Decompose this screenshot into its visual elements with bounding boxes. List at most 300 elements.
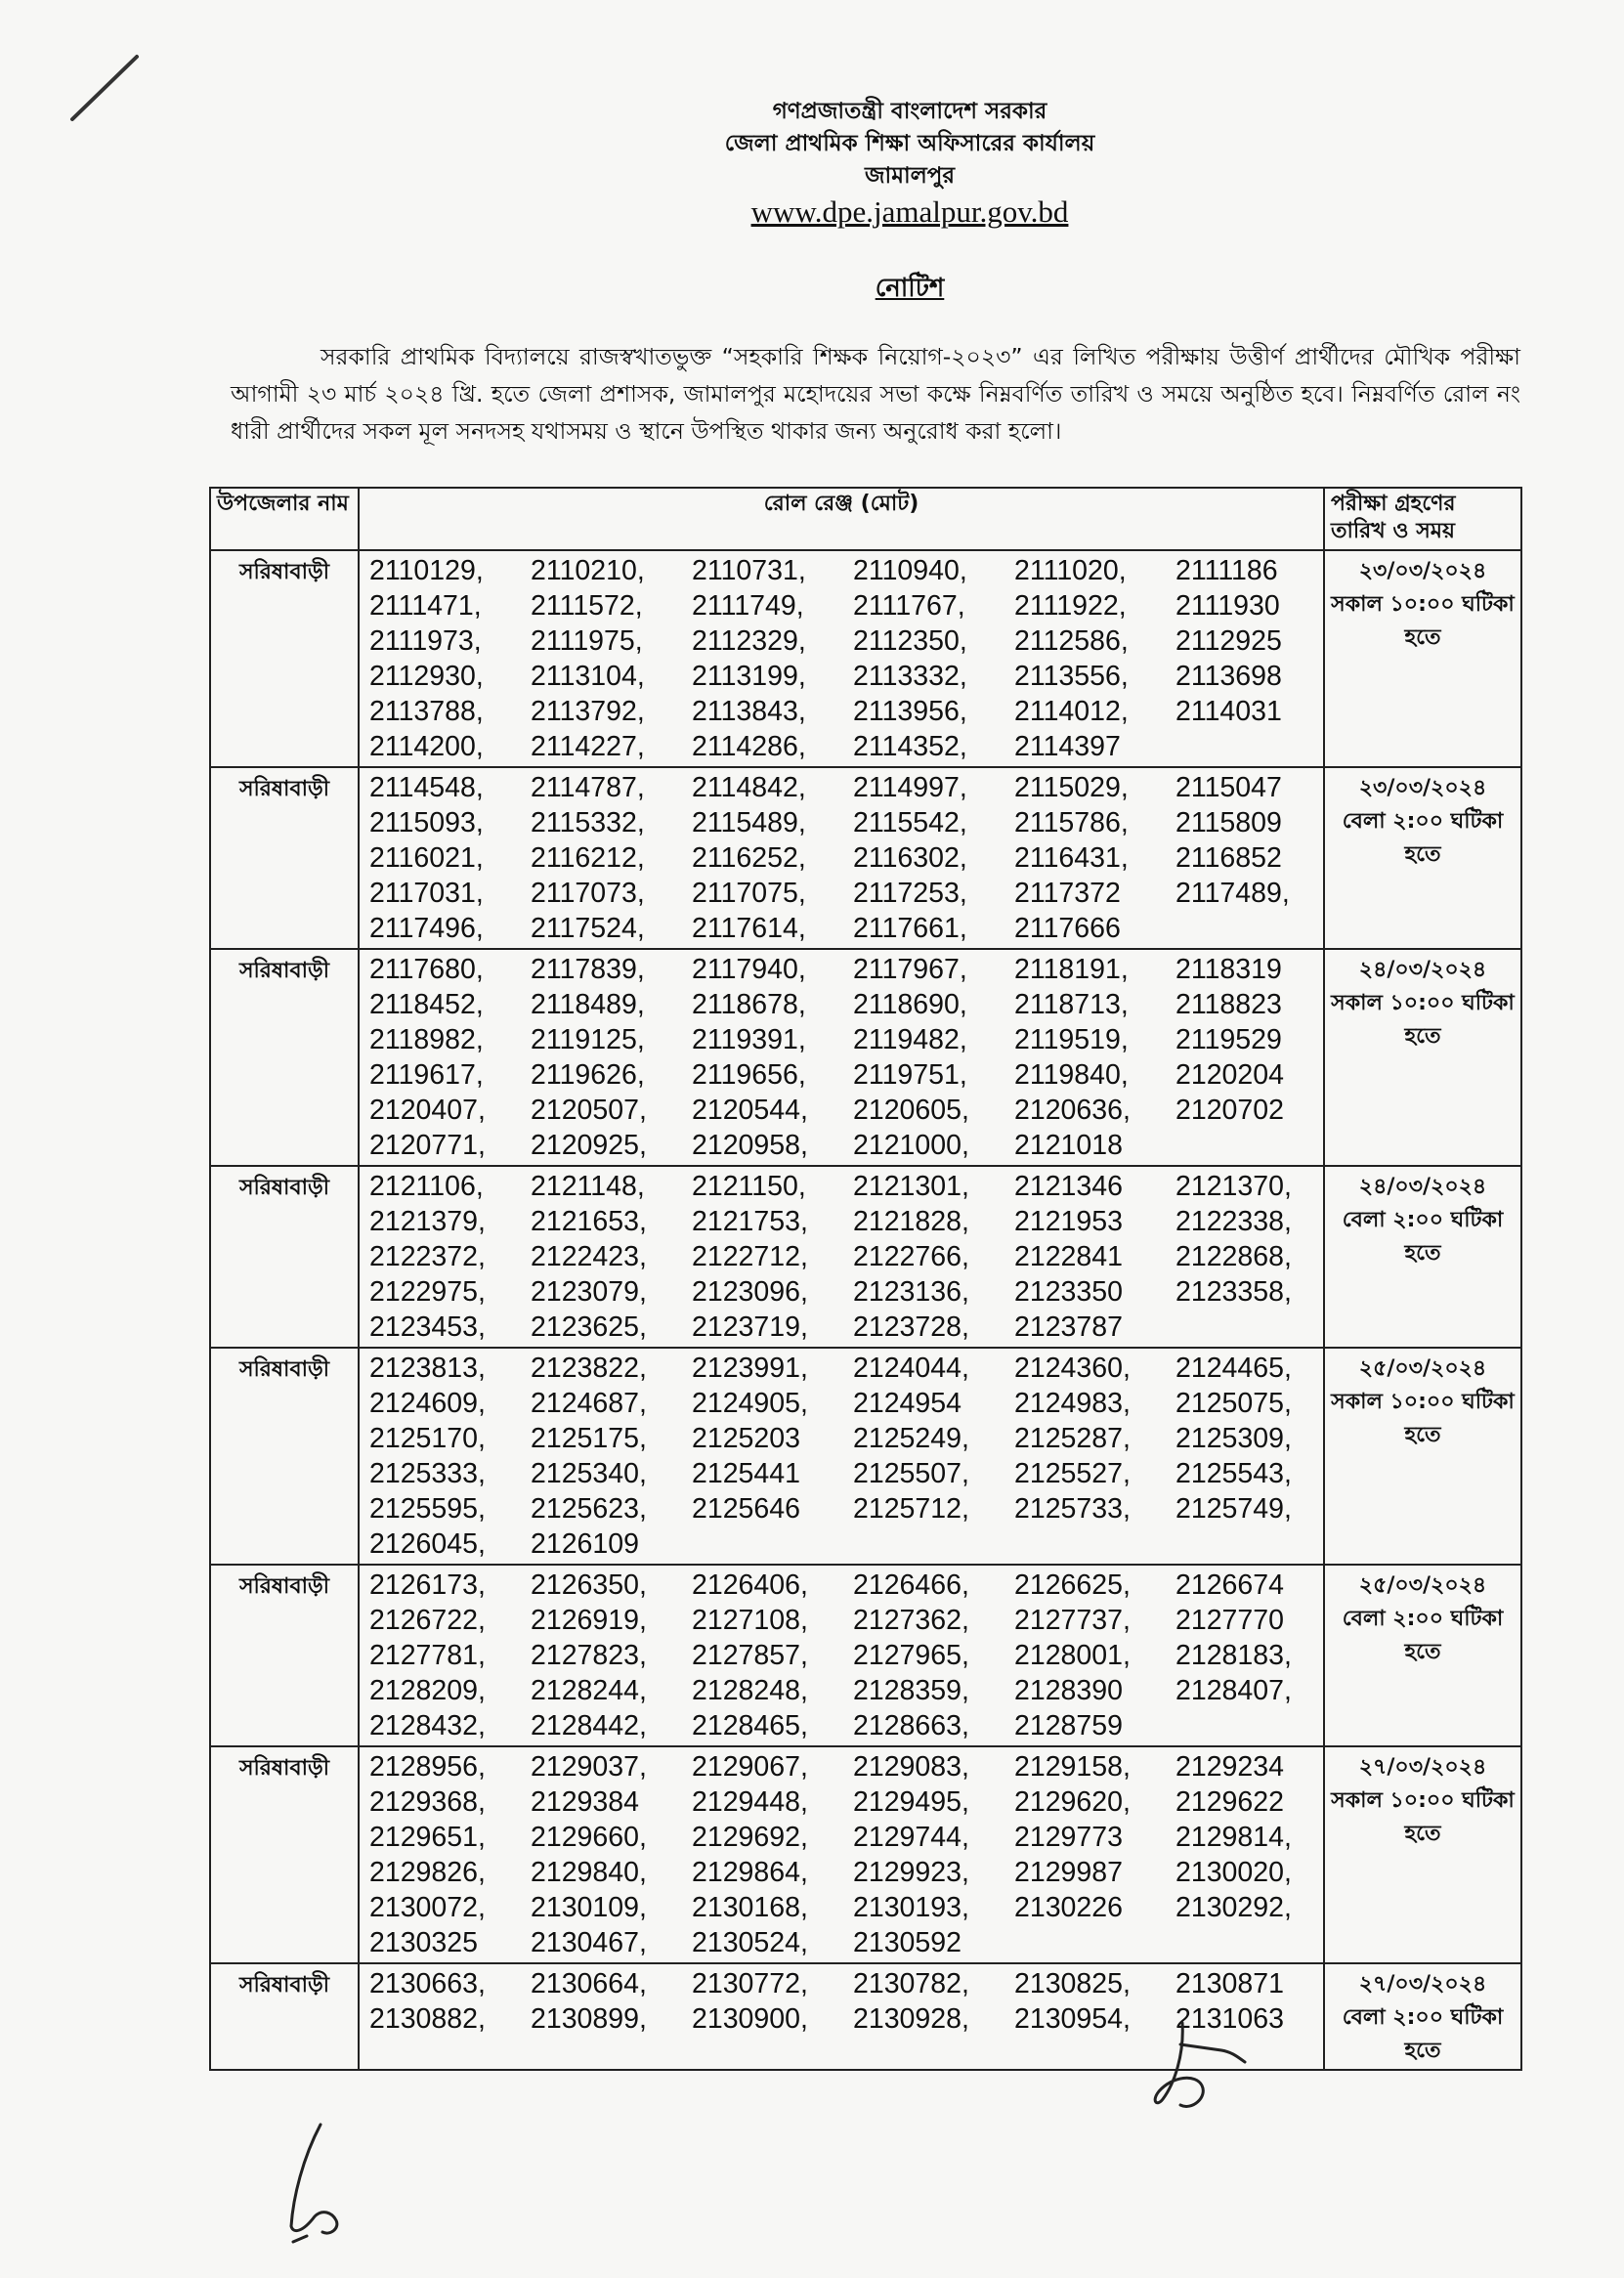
roll-number: 2117666 [1014, 913, 1121, 944]
roll-number: 2125749, [1175, 1493, 1292, 1525]
roll-number: 2113956, [853, 696, 967, 727]
roll-number: 2113788, [369, 696, 484, 727]
roll-number: 2123625, [531, 1311, 647, 1343]
roll-number: 2121018 [1014, 1130, 1123, 1161]
roll-number: 2112586, [1014, 625, 1129, 657]
roll-number: 2121301, [853, 1171, 969, 1202]
table-row [210, 1166, 1521, 1348]
roll-number: 2115786, [1014, 807, 1129, 838]
roll-number: 2130664, [531, 1968, 647, 1999]
roll-number: 2122372, [369, 1241, 486, 1272]
roll-number: 2129158, [1014, 1751, 1131, 1783]
roll-number: 2117372 [1014, 878, 1121, 909]
table-row [210, 1963, 1521, 2070]
roll-number: 2129384 [531, 1786, 639, 1818]
roll-number: 2110731, [692, 555, 806, 586]
roll-number: 2124905, [692, 1388, 808, 1419]
roll-number: 2125333, [369, 1458, 486, 1489]
roll-number: 2128248, [692, 1675, 808, 1706]
roll-number: 2112930, [369, 661, 484, 692]
roll-number: 2125340, [531, 1458, 647, 1489]
exam-date: ২৭/০৩/২০২৪ [1358, 1972, 1487, 1997]
roll-number: 2110129, [369, 555, 484, 586]
upazila-cell: সরিষাবাড়ী [210, 767, 359, 949]
roll-grid [369, 1749, 1323, 1960]
roll-number: 2111572, [531, 590, 643, 622]
roll-number: 2116852 [1175, 842, 1282, 874]
roll-number: 2114842, [692, 772, 806, 803]
roll-number: 2117253, [853, 878, 967, 909]
roll-number: 2130900, [692, 2003, 808, 2035]
roll-number: 2126674 [1175, 1569, 1284, 1601]
roll-number: 2122712, [692, 1241, 808, 1272]
roll-number: 2128442, [531, 1710, 647, 1741]
office-title: জেলা প্রাথমিক শিক্ষা অফিসারের কার্যালয় [724, 131, 1095, 156]
roll-number: 2110210, [531, 555, 645, 586]
upazila-cell: সরিষাবাড়ী [210, 1746, 359, 1963]
roll-number: 2118319 [1175, 954, 1282, 985]
roll-number: 2130193, [853, 1892, 969, 1923]
roll-number: 2114352, [853, 731, 967, 762]
roll-numbers-cell [359, 1565, 1324, 1746]
roll-number: 2111930 [1175, 590, 1280, 622]
exam-time: সকাল ১০:০০ ঘটিকা হতে [1331, 592, 1515, 650]
roll-number: 2125203 [692, 1423, 800, 1454]
roll-number: 2130325 [369, 1927, 478, 1958]
roll-number: 2129744, [853, 1822, 969, 1853]
roll-number: 2124360, [1014, 1353, 1131, 1384]
roll-number: 2123813, [369, 1353, 486, 1384]
roll-number: 2118678, [692, 989, 806, 1020]
exam-time: বেলা ২:০০ ঘটিকা হতে [1342, 1607, 1504, 1664]
roll-number: 2120544, [692, 1095, 808, 1126]
table-row [210, 550, 1521, 767]
header-rolls: রোল রেঞ্জ (মোট) [359, 488, 1324, 550]
notice-body-text: সরকারি প্রাথমিক বিদ্যালয়ে রাজস্বখাতভুক্ত “সহকারি শিক্ষক নিয়োগ-২০২৩” এর লিখিত পরীক্ষায় উত্তীর্ণ প্রার্থীদের মৌখিক পরীক্ষা আগামী ২৩ মার্চ ২০২৪ খ্রি. হতে জেলা প্রশাসক, জামালপুর মহোদয়ের সভা কক্ষে নিম্নবর্ণিত তারিখ ও সময়ে অনুষ্ঠিত হবে। নিম্নবর্ণিত রোল নং ধারী প্রার্থীদের সকল মূল সনদসহ যথাসময় ও স্থানে উপস্থিত থাকার জন্য অনুরোধ করা হলো। [231, 343, 1520, 445]
roll-number: 2127737, [1014, 1605, 1131, 1636]
upazila-cell: সরিষাবাড়ী [210, 1166, 359, 1348]
roll-number: 2115332, [531, 807, 645, 838]
roll-number: 2112925 [1175, 625, 1282, 657]
roll-number: 2123453, [369, 1311, 486, 1343]
roll-number: 2118489, [531, 989, 645, 1020]
roll-number: 2130226 [1014, 1892, 1123, 1923]
officer-signature [1124, 2015, 1261, 2123]
roll-number: 2131063 [1175, 2003, 1284, 2035]
roll-number: 2126466, [853, 1569, 969, 1601]
roll-number: 2113792, [531, 696, 645, 727]
letterhead [0, 96, 1624, 232]
roll-number: 2111186 [1175, 555, 1278, 586]
roll-number: 2121653, [531, 1206, 647, 1237]
roll-number: 2130882, [369, 2003, 486, 2035]
roll-number: 2125441 [692, 1458, 800, 1489]
roll-numbers-cell [359, 949, 1324, 1166]
roll-grid [369, 1351, 1323, 1562]
roll-grid [369, 952, 1323, 1163]
roll-number: 2129067, [692, 1751, 808, 1783]
roll-number: 2129083, [853, 1751, 969, 1783]
roll-number: 2128465, [692, 1710, 808, 1741]
table-body [210, 550, 1521, 2070]
roll-number: 2128759 [1014, 1710, 1123, 1741]
roll-number: 2111975, [531, 625, 643, 657]
roll-number: 2115542, [853, 807, 967, 838]
roll-number: 2122868, [1175, 1241, 1292, 1272]
roll-number: 2111922, [1014, 590, 1127, 622]
roll-number: 2130109, [531, 1892, 647, 1923]
exam-time: বেলা ২:০০ ঘটিকা হতে [1342, 809, 1504, 867]
roll-number: 2129234 [1175, 1751, 1284, 1783]
upazila-cell: সরিষাবাড়ী [210, 1348, 359, 1565]
roll-number: 2111471, [369, 590, 482, 622]
table-row [210, 1565, 1521, 1746]
roll-number: 2121150, [692, 1171, 806, 1202]
roll-number: 2116021, [369, 842, 484, 874]
roll-number: 2128407, [1175, 1675, 1292, 1706]
roll-number: 2119391, [692, 1024, 806, 1055]
roll-number: 2117524, [531, 913, 645, 944]
roll-number: 2120958, [692, 1130, 808, 1161]
roll-number: 2129037, [531, 1751, 647, 1783]
roll-number: 2120702 [1175, 1095, 1284, 1126]
roll-number: 2114031 [1175, 696, 1282, 727]
roll-number: 2119482, [853, 1024, 967, 1055]
exam-time: বেলা ২:০০ ঘটিকা হতে [1342, 2005, 1504, 2063]
roll-number: 2111020, [1014, 555, 1127, 586]
roll-number: 2125309, [1175, 1423, 1292, 1454]
roll-number: 2128432, [369, 1710, 486, 1741]
roll-number: 2114200, [369, 731, 484, 762]
roll-number: 2130663, [369, 1968, 486, 1999]
roll-number: 2113104, [531, 661, 645, 692]
roll-number: 2125543, [1175, 1458, 1292, 1489]
table-row [210, 1348, 1521, 1565]
roll-number: 2124954 [853, 1388, 962, 1419]
roll-number: 2128390 [1014, 1675, 1123, 1706]
roll-number: 2117680, [369, 954, 484, 985]
roll-number: 2129622 [1175, 1786, 1284, 1818]
roll-number: 2114286, [692, 731, 806, 762]
roll-number: 2119125, [531, 1024, 645, 1055]
upazila-cell: সরিষাবাড়ী [210, 550, 359, 767]
table-row [210, 1746, 1521, 1963]
roll-number: 2127965, [853, 1640, 969, 1671]
roll-number: 2115029, [1014, 772, 1129, 803]
roll-number: 2119751, [853, 1059, 967, 1091]
roll-number: 2130899, [531, 2003, 647, 2035]
roll-number: 2114227, [531, 731, 645, 762]
roll-number: 2111749, [692, 590, 804, 622]
roll-number: 2125623, [531, 1493, 647, 1525]
exam-time: সকাল ১০:০০ ঘটিকা হতে [1331, 1788, 1515, 1846]
exam-date: ২৪/০৩/২০২৪ [1358, 958, 1487, 982]
roll-number: 2119656, [692, 1059, 806, 1091]
header-upazila: উপজেলার নাম [210, 488, 359, 550]
roll-number: 2129923, [853, 1857, 969, 1888]
roll-number: 2129987 [1014, 1857, 1123, 1888]
roll-number: 2124687, [531, 1388, 647, 1419]
roll-number: 2112350, [853, 625, 967, 657]
handwritten-initial [264, 2119, 371, 2246]
roll-grid [369, 553, 1323, 764]
roll-number: 2124609, [369, 1388, 486, 1419]
roll-number: 2110940, [853, 555, 967, 586]
roll-number: 2127362, [853, 1605, 969, 1636]
roll-number: 2124983, [1014, 1388, 1131, 1419]
roll-numbers-cell [359, 1746, 1324, 1963]
roll-number: 2128359, [853, 1675, 969, 1706]
roll-number: 2125733, [1014, 1493, 1131, 1525]
exam-time: বেলা ২:০০ ঘটিকা হতে [1342, 1208, 1504, 1266]
roll-number: 2125527, [1014, 1458, 1131, 1489]
roll-number: 2111973, [369, 625, 482, 657]
roll-number: 2115093, [369, 807, 484, 838]
roll-number: 2130072, [369, 1892, 486, 1923]
roll-number: 2129651, [369, 1822, 486, 1853]
roll-number: 2129826, [369, 1857, 486, 1888]
roll-number: 2120605, [853, 1095, 969, 1126]
roll-number: 2123728, [853, 1311, 969, 1343]
roll-number: 2122841 [1014, 1241, 1123, 1272]
roll-number: 2118982, [369, 1024, 484, 1055]
roll-number: 2125075, [1175, 1388, 1292, 1419]
roll-number: 2125287, [1014, 1423, 1131, 1454]
roll-number: 2118823 [1175, 989, 1282, 1020]
roll-number: 2119626, [531, 1059, 645, 1091]
roll-number: 2123991, [692, 1353, 808, 1384]
roll-number: 2117075, [692, 878, 806, 909]
roll-number: 2118452, [369, 989, 484, 1020]
roll-number: 2125507, [853, 1458, 969, 1489]
roll-number: 2117661, [853, 913, 967, 944]
roll-number: 2126045, [369, 1528, 486, 1560]
roll-number: 2122975, [369, 1276, 486, 1308]
roll-number: 2130825, [1014, 1968, 1131, 1999]
roll-number: 2113843, [692, 696, 806, 727]
roll-grid [369, 1568, 1323, 1743]
roll-number: 2120507, [531, 1095, 647, 1126]
notice-body [231, 338, 1520, 450]
roll-number: 2111767, [853, 590, 965, 622]
roll-number: 2129773 [1014, 1822, 1123, 1853]
website-link[interactable]: www.dpe.jamalpur.gov.bd [750, 194, 1069, 229]
roll-number: 2130292, [1175, 1892, 1292, 1923]
exam-date-cell [1324, 1348, 1521, 1565]
roll-number: 2114397 [1014, 731, 1121, 762]
roll-number: 2123096, [692, 1276, 808, 1308]
roll-numbers-cell [359, 767, 1324, 949]
roll-number: 2126919, [531, 1605, 647, 1636]
roll-number: 2126406, [692, 1569, 808, 1601]
roll-number: 2129692, [692, 1822, 808, 1853]
roll-number: 2122338, [1175, 1206, 1292, 1237]
table-header-row [210, 488, 1521, 550]
exam-date-cell [1324, 949, 1521, 1166]
roll-number: 2123136, [853, 1276, 969, 1308]
roll-numbers-cell [359, 1348, 1324, 1565]
roll-number: 2117496, [369, 913, 484, 944]
roll-number: 2126173, [369, 1569, 486, 1601]
roll-number: 2125712, [853, 1493, 969, 1525]
roll-number: 2121106, [369, 1171, 484, 1202]
roll-number: 2130871 [1175, 1968, 1284, 1999]
roll-number: 2122423, [531, 1241, 647, 1272]
roll-number: 2120925, [531, 1130, 647, 1161]
roll-number: 2118690, [853, 989, 967, 1020]
roll-number: 2129840, [531, 1857, 647, 1888]
roll-number: 2120771, [369, 1130, 486, 1161]
roll-schedule-table [209, 487, 1522, 2071]
exam-date-cell [1324, 1166, 1521, 1348]
roll-number: 2116252, [692, 842, 806, 874]
roll-grid [369, 770, 1323, 946]
table-row [210, 767, 1521, 949]
roll-number: 2129660, [531, 1822, 647, 1853]
roll-number: 2125249, [853, 1423, 969, 1454]
roll-number: 2117489, [1175, 878, 1290, 909]
exam-date: ২৫/০৩/২০২৪ [1358, 1356, 1487, 1381]
roll-number: 2129620, [1014, 1786, 1131, 1818]
roll-number: 2129495, [853, 1786, 969, 1818]
roll-number: 2121828, [853, 1206, 969, 1237]
roll-number: 2116431, [1014, 842, 1129, 874]
roll-number: 2115047 [1175, 772, 1282, 803]
notice-title: নোটিশ [875, 274, 945, 303]
exam-time: সকাল ১০:০০ ঘটিকা হতে [1331, 1390, 1515, 1447]
roll-number: 2123719, [692, 1311, 808, 1343]
roll-number: 2122766, [853, 1241, 969, 1272]
roll-number: 2126625, [1014, 1569, 1131, 1601]
roll-number: 2126350, [531, 1569, 647, 1601]
roll-number: 2128209, [369, 1675, 486, 1706]
roll-number: 2118191, [1014, 954, 1129, 985]
roll-number: 2124044, [853, 1353, 969, 1384]
exam-date-cell [1324, 1565, 1521, 1746]
roll-number: 2125646 [692, 1493, 800, 1525]
exam-date: ২৫/০৩/২০২৪ [1358, 1573, 1487, 1598]
roll-number: 2114997, [853, 772, 967, 803]
roll-number: 2121379, [369, 1206, 486, 1237]
roll-number: 2123822, [531, 1353, 647, 1384]
header-date: পরীক্ষা গ্রহণের তারিখ ও সময় [1324, 488, 1521, 550]
roll-number: 2130782, [853, 1968, 969, 1999]
roll-number: 2116302, [853, 842, 967, 874]
roll-number: 2114012, [1014, 696, 1129, 727]
roll-number: 2126722, [369, 1605, 486, 1636]
roll-number: 2113332, [853, 661, 967, 692]
roll-number: 2121753, [692, 1206, 808, 1237]
roll-number: 2129864, [692, 1857, 808, 1888]
roll-number: 2121370, [1175, 1171, 1292, 1202]
roll-number: 2125595, [369, 1493, 486, 1525]
roll-number: 2115489, [692, 807, 806, 838]
upazila-cell: সরিষাবাড়ী [210, 949, 359, 1166]
upazila-cell: সরিষাবাড়ী [210, 1963, 359, 2070]
roll-number: 2114787, [531, 772, 645, 803]
roll-number: 2129814, [1175, 1822, 1292, 1853]
roll-number: 2118713, [1014, 989, 1129, 1020]
roll-number: 2130592 [853, 1927, 962, 1958]
exam-date-cell [1324, 550, 1521, 767]
roll-number: 2117967, [853, 954, 967, 985]
roll-number: 2130168, [692, 1892, 808, 1923]
roll-number: 2127857, [692, 1640, 808, 1671]
roll-number: 2117073, [531, 878, 645, 909]
roll-number: 2120407, [369, 1095, 486, 1126]
roll-number: 2117940, [692, 954, 806, 985]
roll-number: 2115809 [1175, 807, 1282, 838]
roll-number: 2113556, [1014, 661, 1129, 692]
upazila-cell: সরিষাবাড়ী [210, 1565, 359, 1746]
exam-date: ২৩/০৩/২০২৪ [1358, 776, 1487, 800]
roll-number: 2117614, [692, 913, 806, 944]
roll-number: 2120636, [1014, 1095, 1131, 1126]
roll-number: 2123358, [1175, 1276, 1292, 1308]
roll-number: 2127770 [1175, 1605, 1284, 1636]
exam-date-cell [1324, 1963, 1521, 2070]
roll-number: 2128244, [531, 1675, 647, 1706]
roll-number: 2121000, [853, 1130, 969, 1161]
exam-date-cell [1324, 1746, 1521, 1963]
roll-number: 2127781, [369, 1640, 486, 1671]
roll-number: 2117839, [531, 954, 645, 985]
roll-number: 2121953 [1014, 1206, 1123, 1237]
roll-number: 2119617, [369, 1059, 484, 1091]
roll-number: 2126109 [531, 1528, 639, 1560]
roll-number: 2125170, [369, 1423, 486, 1454]
roll-number: 2124465, [1175, 1353, 1292, 1384]
roll-grid [369, 1169, 1323, 1345]
roll-numbers-cell [359, 1166, 1324, 1348]
roll-number: 2130928, [853, 2003, 969, 2035]
roll-number: 2112329, [692, 625, 806, 657]
roll-number: 2123787 [1014, 1311, 1123, 1343]
govt-title: গণপ্রজাতন্ত্রী বাংলাদেশ সরকার [772, 99, 1047, 124]
roll-number: 2116212, [531, 842, 645, 874]
roll-number: 2123079, [531, 1276, 647, 1308]
roll-number: 2119519, [1014, 1024, 1129, 1055]
district-name: জামালপুর [864, 163, 956, 189]
roll-number: 2123350 [1014, 1276, 1123, 1308]
roll-number: 2113698 [1175, 661, 1282, 692]
roll-number: 2129448, [692, 1786, 808, 1818]
roll-number: 2127823, [531, 1640, 647, 1671]
roll-number: 2130954, [1014, 2003, 1131, 2035]
exam-time: সকাল ১০:০০ ঘটিকা হতে [1331, 991, 1515, 1049]
exam-date: ২৪/০৩/২০২৪ [1358, 1175, 1487, 1199]
roll-number: 2114548, [369, 772, 484, 803]
roll-number: 2129368, [369, 1786, 486, 1818]
roll-number: 2130467, [531, 1927, 647, 1958]
exam-date: ২৩/০৩/২০২৪ [1358, 559, 1487, 583]
roll-number: 2127108, [692, 1605, 808, 1636]
roll-number: 2119840, [1014, 1059, 1129, 1091]
roll-number: 2120204 [1175, 1059, 1284, 1091]
roll-numbers-cell [359, 550, 1324, 767]
roll-number: 2128956, [369, 1751, 486, 1783]
roll-number: 2130020, [1175, 1857, 1292, 1888]
roll-number: 2121148, [531, 1171, 645, 1202]
exam-date-cell [1324, 767, 1521, 949]
roll-number: 2119529 [1175, 1024, 1282, 1055]
roll-number: 2121346 [1014, 1171, 1123, 1202]
roll-number: 2130772, [692, 1968, 808, 1999]
roll-number: 2128663, [853, 1710, 969, 1741]
exam-date: ২৭/০৩/২০২৪ [1358, 1755, 1487, 1780]
table-row [210, 949, 1521, 1166]
roll-number: 2128183, [1175, 1640, 1292, 1671]
